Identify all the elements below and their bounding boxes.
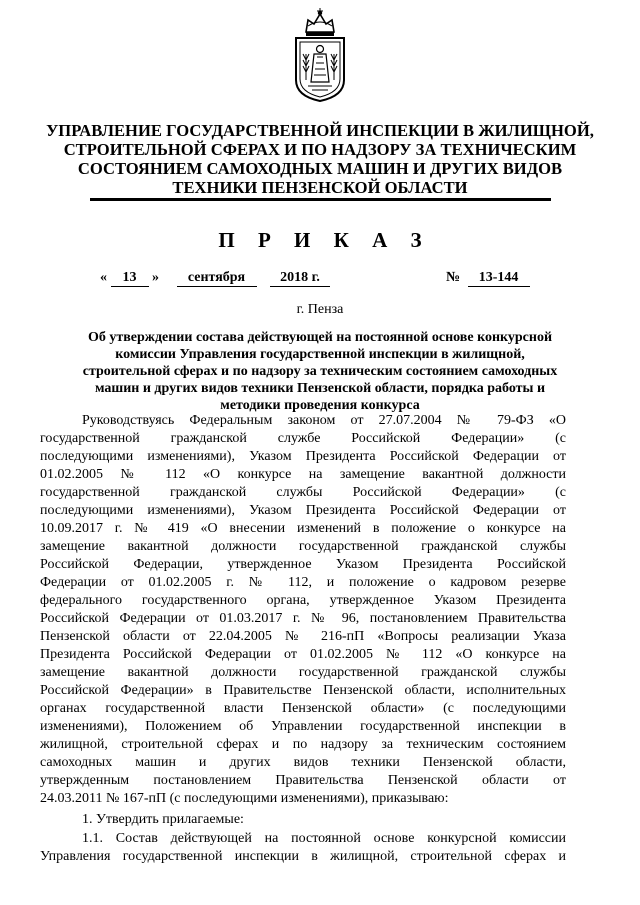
order-item-1-1	[40, 830, 566, 866]
body-line: самоходных машин и других видов техники Пензенской области,	[40, 755, 566, 770]
body-line: Пензенской области от 22.04.2005 № 216-пП «Вопросы реализации Указа	[40, 629, 566, 644]
body-line: Руководствуясь Федеральным законом от 27.07.2004 № 79-ФЗ «О	[82, 413, 566, 428]
subject-line: методики проведения конкурса	[220, 398, 420, 413]
subject-line: машин и других видов техники Пензенской области, порядка работы и	[94, 381, 546, 396]
quote-open: «	[100, 270, 107, 285]
order-month: сентября	[177, 270, 257, 287]
body-line: утвержденным постановлением Правительства Пензенской области от	[40, 773, 566, 788]
body-line: Федерации от 01.02.2005 г. № 112, и положение о кадровом резерве	[40, 575, 566, 590]
number-label: №	[446, 270, 461, 285]
body-line: замещение вакантной должности государственной гражданской службы	[40, 539, 566, 554]
subject-line: комиссии Управления государственной инспекции в жилищной,	[115, 347, 525, 362]
org-header-line: ТЕХНИКИ ПЕНЗЕНСКОЙ ОБЛАСТИ	[172, 178, 468, 197]
body-line: Президента Российской Федерации от 01.02.2005 № 112 «О конкурсе на	[40, 647, 566, 662]
order-year: 2018 г.	[270, 270, 330, 287]
header-divider	[90, 198, 551, 201]
body-line: жилищной, строительной сферах и по надзору за техническим состоянием	[40, 737, 566, 752]
city: г. Пенза	[296, 302, 344, 317]
body-line: 24.03.2011 № 167-пП (с последующими изменениями), приказываю:	[40, 791, 449, 806]
order-subject	[62, 329, 578, 414]
organization-header	[40, 121, 600, 197]
order-item-1: 1. Утвердить прилагаемые:	[82, 812, 244, 827]
body-line: последующими изменениями), Указом Президента Российской Федерации от	[40, 503, 566, 518]
order-date	[100, 270, 330, 287]
subject-line: строительной сферах и по надзору за техническим состоянием самоходных	[82, 364, 558, 379]
org-header-line: СОСТОЯНИЕМ САМОХОДНЫХ МАШИН И ДРУГИХ ВИДОВ	[77, 159, 563, 178]
org-header-line: УПРАВЛЕНИЕ ГОСУДАРСТВЕННОЙ ИНСПЕКЦИИ В ЖИЛИЩНОЙ,	[46, 121, 594, 140]
body-line: органах государственной власти Пензенской области» (с последующими	[40, 701, 566, 716]
body-line: 01.02.2005 № 112 «О конкурсе на замещение вакантной должности	[40, 467, 566, 482]
body-line: Российской Федерации, утвержденное Указом Президента Российской	[40, 557, 566, 572]
order-body	[40, 412, 566, 808]
body-line: изменениями), Положением об Управлении государственной инспекции в	[40, 719, 566, 734]
item-line: Управления государственной инспекции в жилищной, строительной сферах и	[40, 849, 566, 864]
subject-line: Об утверждении состава действующей на постоянной основе конкурсной	[87, 330, 553, 345]
body-line: Российской Федерации» в Правительстве Пензенской области, исполнительных	[40, 683, 566, 698]
order-day: 13	[111, 270, 149, 287]
body-line: федерального государственного органа, утвержденное Указом Президента	[40, 593, 566, 608]
order-number	[446, 270, 530, 287]
body-line: государственной гражданской службы Российской Федерации» (с	[40, 485, 566, 500]
body-line: 10.09.2017 г. № 419 «О внесении изменений в положение о конкурсе на	[40, 521, 566, 536]
body-line: последующими изменениями), Указом Президента Российской Федерации от	[40, 449, 566, 464]
order-number-value: 13-144	[468, 270, 530, 287]
penza-coat-of-arms-icon	[284, 8, 356, 103]
body-line: государственной гражданской службе Российской Федерации» (с	[40, 431, 566, 446]
org-header-line: СТРОИТЕЛЬНОЙ СФЕРАХ И ПО НАДЗОРУ ЗА ТЕХНИЧЕСКИМ	[63, 140, 577, 159]
item-line: 1.1. Состав действующей на постоянной основе конкурсной комиссии	[82, 831, 566, 846]
body-line: Российской Федерации от 01.03.2017 г. № 96, постановлением Правительства	[40, 611, 566, 626]
body-line: замещение вакантной должности государственной гражданской службы	[40, 665, 566, 680]
quote-close: »	[152, 270, 159, 285]
order-title: П Р И К А З	[218, 228, 431, 252]
